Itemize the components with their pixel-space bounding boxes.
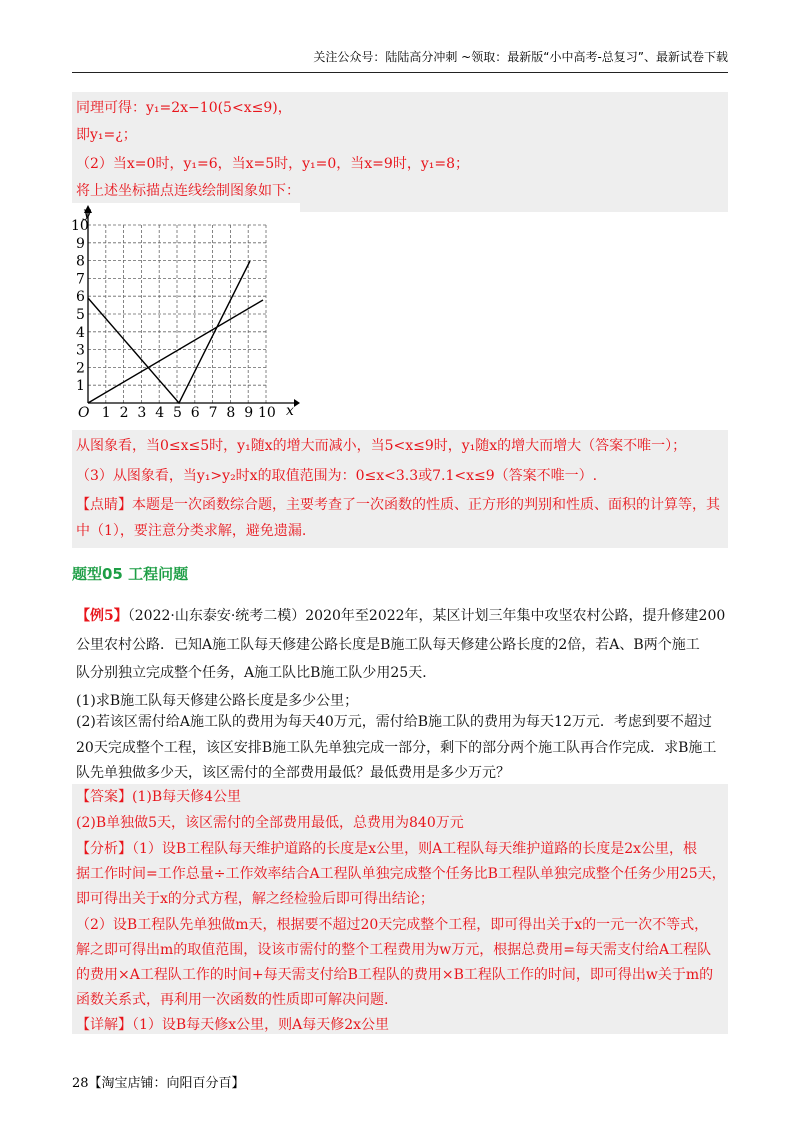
x-tick-label: 3 <box>137 405 147 421</box>
x-tick-label: 6 <box>190 405 200 421</box>
page-header: 关注公众号：陆陆高分冲刺 ~领取：最新版“小中高考-总复习”、最新试卷下载 <box>313 50 728 64</box>
x-tick-label: 1 <box>101 405 111 421</box>
analysis-line-5: 解之即可得出m的取值范围，设该市需付的整个工程费用为w万元，根据总费用=每天需支付给A工程队 <box>76 942 712 958</box>
page-number: 28 <box>72 1076 89 1091</box>
detail-tag: 【详解】 <box>76 1017 132 1033</box>
x-tick-label: 4 <box>155 405 165 421</box>
solution-line-4: 将上述坐标描点连线绘制图象如下： <box>76 183 300 199</box>
answer-line-2: (2)B单独做5天，该区需付的全部费用最低，总费用为840万元 <box>76 815 464 831</box>
dianjing-text-1: 本题是一次函数综合题，主要考查了一次函数的性质、正方形的判别和性质、面积的计算等，其 <box>132 497 720 513</box>
question-2c: 队先单独做多少天，该区需付的全部费用最低？最低费用是多少万元？ <box>76 765 510 781</box>
x-tick-label: 10 <box>258 405 276 421</box>
y-tick-label: 2 <box>76 360 85 377</box>
answer-line-1 <box>76 784 241 810</box>
y2-graph-line <box>88 300 263 403</box>
y-tick-label: 3 <box>76 342 85 359</box>
dianjing-line-2: 中（1），要注意分类求解，避免遗漏. <box>76 523 307 539</box>
example-line-3: 队分别独立完成整个任务，A施工队比B施工队少用25天． <box>76 665 437 681</box>
example-line-2: 公里农村公路．已知A施工队每天修建公路长度是B施工队每天修建公路长度的2倍，若A、B两个施工 <box>76 637 700 653</box>
x-tick-label: 2 <box>119 405 129 421</box>
y-tick-label: 9 <box>76 235 85 252</box>
example-line-1 <box>76 603 725 629</box>
y-tick-label: 4 <box>76 324 85 341</box>
dianjing-tag: 【点睛】 <box>76 497 132 513</box>
detail-text-1: （1）设B每天修x公里，则A每天修2x公里 <box>132 1017 390 1033</box>
example-tag: 【例5】 <box>76 608 128 624</box>
y-axis-label: y <box>83 205 91 221</box>
example-text-1: （2022·山东泰安·统考二模）2020年至2022年，某区计划三年集中攻坚农村公路，提升修建200 <box>127 608 726 624</box>
analysis-line-6: 的费用×A工程队工作的时间+每天需支付给B工程队的费用×B工程队工作的时间，即可得出w关于m的 <box>76 967 714 983</box>
origin-label: O <box>78 405 90 421</box>
shop-label: 【淘宝店铺：向阳百分百】 <box>88 1076 245 1091</box>
question-2a: (2)若该区需付给A施工队的费用为每天40万元，需付给B施工队的费用为每天12万元．考虑到要不超过 <box>76 714 712 730</box>
x-tick-labels <box>102 405 276 421</box>
analysis-line-2: 据工作时间=工作总量÷工作效率结合A工程队单独完成整个任务比B工程队单独完成整个任务少用25天， <box>76 866 726 882</box>
y-tick-label: 10 <box>72 218 89 234</box>
solution-line-6: （3）从图象看，当y₁>y₂时x的取值范围为：0≤x<3.3或7.1<x≤9（答案不唯一）. <box>76 468 598 484</box>
x-axis-label: x <box>286 403 294 419</box>
analysis-line-3: 即可得出关于x的分式方程，解之经检验后即可得出结论； <box>76 891 434 907</box>
x-tick-label: 7 <box>208 405 218 421</box>
analysis-text-1: （1）设B工程队每天维护道路的长度是x公里，则A工程队每天维护道路的长度是2x公里，根 <box>132 841 698 857</box>
y-tick-label: 6 <box>76 289 85 306</box>
question-2b: 20天完成整个工程，该区安排B施工队先单独完成一部分，剩下的部分两个施工队再合作完成．求B施工 <box>76 740 717 756</box>
page-footer <box>72 1072 245 1091</box>
detail-line-1 <box>76 1012 389 1038</box>
analysis-line-1 <box>76 836 697 862</box>
graph-svg <box>72 203 300 425</box>
analysis-line-4: （2）设B工程队先单独做m天，根据要不超过20天完成整个工程，即可得出关于x的一元一次不等式， <box>76 917 709 933</box>
solution-line-3: （2）当x=0时，y₁=6，当x=5时，y₁=0，当x=9时，y₁=8； <box>76 156 469 172</box>
x-tick-label: 8 <box>226 405 236 421</box>
solution-line-5: 从图象看，当0≤x≤5时，y₁随x的增大而减小，当5<x≤9时，y₁随x的增大而增大（答案不唯一）； <box>76 438 687 454</box>
x-tick-label: 9 <box>244 405 254 421</box>
analysis-line-7: 函数关系式，再利用一次函数的性质即可解决问题. <box>76 992 389 1008</box>
header-divider <box>72 72 728 73</box>
y-tick-label: 7 <box>76 271 85 288</box>
analysis-tag: 【分析】 <box>76 841 132 857</box>
question-1: (1)求B施工队每天修建公路长度是多少公里； <box>76 693 359 709</box>
x-tick-label: 5 <box>173 405 182 421</box>
solution-line-2: 即y₁=¿； <box>76 127 137 143</box>
y-tick-label: 5 <box>76 307 85 323</box>
y-tick-label: 1 <box>76 378 85 395</box>
dianjing-line-1 <box>76 492 720 518</box>
solution-line-1: 同理可得：y₁=2x−10(5<x≤9)， <box>76 100 292 116</box>
section-title: 题型05 工程问题 <box>72 565 189 583</box>
function-graph <box>72 203 300 425</box>
y-tick-labels <box>72 218 89 394</box>
answer-tag: 【答案】 <box>76 789 132 805</box>
y-tick-label: 8 <box>76 253 85 270</box>
x-axis-arrow-icon <box>294 399 300 407</box>
answer-text-1: (1)B每天修4公里 <box>132 789 242 805</box>
